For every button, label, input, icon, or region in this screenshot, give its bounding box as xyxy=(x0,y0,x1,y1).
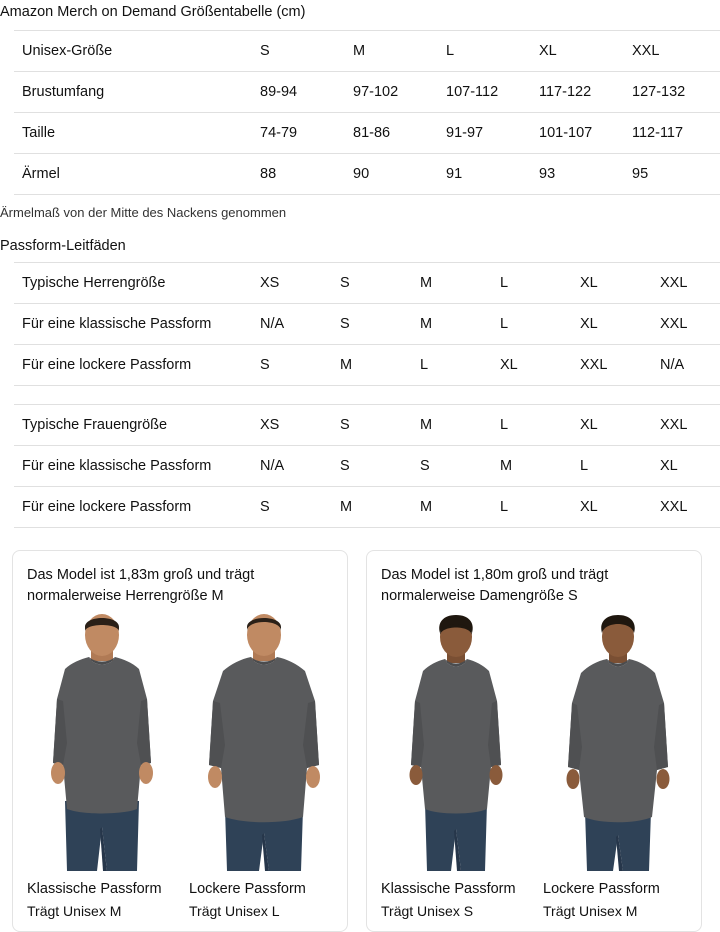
card-heading: Das Model ist 1,83m groß und trägt normalerweise Herrengröße M xyxy=(27,567,255,605)
cell: 93 xyxy=(539,154,632,195)
model-list xyxy=(381,613,687,919)
cell: S xyxy=(340,263,420,304)
cell: XS xyxy=(260,263,340,304)
cell: N/A xyxy=(260,446,340,487)
model-cards xyxy=(12,550,708,932)
row-label: Ärmel xyxy=(14,154,260,195)
cell: XXL xyxy=(660,304,720,345)
cell: 81-86 xyxy=(353,113,446,154)
cell: L xyxy=(446,31,539,72)
table-row xyxy=(14,263,720,304)
cell: S xyxy=(260,31,353,72)
cell: 97-102 xyxy=(353,72,446,113)
cell: 89-94 xyxy=(260,72,353,113)
sleeve-measurement-note: Ärmelmaß von der Mitte des Nackens genommen xyxy=(0,205,287,220)
cell: L xyxy=(500,405,580,446)
table-row xyxy=(14,304,720,345)
model-wears-label: Trägt Unisex M xyxy=(27,903,122,920)
cell: 91 xyxy=(446,154,539,195)
womens-model-card xyxy=(366,550,702,932)
cell: XL xyxy=(580,304,660,345)
row-label: Unisex-Größe xyxy=(14,31,260,72)
model-item xyxy=(543,613,693,919)
male-model-classic-fit-photo xyxy=(27,613,177,871)
cell: M xyxy=(420,263,500,304)
cell: M xyxy=(420,405,500,446)
cell: S xyxy=(340,304,420,345)
cell: 127-132 xyxy=(632,72,720,113)
cell: XXL xyxy=(660,487,720,528)
mens-fit-table xyxy=(14,262,720,386)
cell: XXL xyxy=(660,405,720,446)
model-wears-label: Trägt Unisex L xyxy=(189,903,280,920)
cell: XXL xyxy=(580,345,660,386)
mens-model-card xyxy=(12,550,348,932)
model-wears-label: Trägt Unisex S xyxy=(381,903,474,920)
female-model-relaxed-fit-photo xyxy=(543,613,693,871)
cell: 117-122 xyxy=(539,72,632,113)
model-item xyxy=(27,613,177,919)
cell: M xyxy=(420,487,500,528)
row-label: Typische Frauengröße xyxy=(14,405,260,446)
row-label: Für eine klassische Passform xyxy=(14,446,260,487)
cell: L xyxy=(500,487,580,528)
row-label: Für eine klassische Passform xyxy=(14,304,260,345)
cell: 112-117 xyxy=(632,113,720,154)
table-row xyxy=(14,345,720,386)
model-wears-label: Trägt Unisex M xyxy=(543,903,638,920)
cell: L xyxy=(580,446,660,487)
cell: M xyxy=(340,345,420,386)
row-label: Typische Herrengröße xyxy=(14,263,260,304)
cell: M xyxy=(353,31,446,72)
cell: M xyxy=(340,487,420,528)
cell: S xyxy=(340,405,420,446)
table-row xyxy=(14,154,720,195)
cell: L xyxy=(500,304,580,345)
table-row xyxy=(14,72,720,113)
table-row xyxy=(14,405,720,446)
model-fit-label: Lockere Passform xyxy=(189,881,306,898)
page-title: Amazon Merch on Demand Größentabelle (cm) xyxy=(0,4,306,20)
model-fit-label: Klassische Passform xyxy=(381,881,516,898)
cell: XL xyxy=(660,446,720,487)
cell: S xyxy=(260,345,340,386)
cell: XXL xyxy=(660,263,720,304)
row-label: Für eine lockere Passform xyxy=(14,345,260,386)
table-row xyxy=(14,31,720,72)
table-row xyxy=(14,113,720,154)
cell: M xyxy=(420,304,500,345)
cell: 101-107 xyxy=(539,113,632,154)
cell: XL xyxy=(539,31,632,72)
model-list xyxy=(27,613,333,919)
model-fit-label: Klassische Passform xyxy=(27,881,162,898)
model-fit-label: Lockere Passform xyxy=(543,881,660,898)
cell: 107-112 xyxy=(446,72,539,113)
table-row xyxy=(14,446,720,487)
cell: 90 xyxy=(353,154,446,195)
cell: S xyxy=(340,446,420,487)
cell: XL xyxy=(500,345,580,386)
model-item xyxy=(381,613,531,919)
cell: N/A xyxy=(260,304,340,345)
cell: L xyxy=(500,263,580,304)
cell: 88 xyxy=(260,154,353,195)
cell: XXL xyxy=(632,31,720,72)
model-item xyxy=(189,613,339,919)
cell: N/A xyxy=(660,345,720,386)
cell: S xyxy=(420,446,500,487)
row-label: Für eine lockere Passform xyxy=(14,487,260,528)
cell: XS xyxy=(260,405,340,446)
fit-guides-heading: Passform-Leitfäden xyxy=(0,238,126,254)
cell: XL xyxy=(580,263,660,304)
table-row xyxy=(14,487,720,528)
male-model-relaxed-fit-photo xyxy=(189,613,339,871)
row-label: Taille xyxy=(14,113,260,154)
unisex-size-table xyxy=(14,30,720,195)
card-heading: Das Model ist 1,80m groß und trägt normalerweise Damengröße S xyxy=(381,567,609,605)
row-label: Brustumfang xyxy=(14,72,260,113)
womens-fit-table xyxy=(14,404,720,528)
female-model-classic-fit-photo xyxy=(381,613,531,871)
cell: M xyxy=(500,446,580,487)
cell: L xyxy=(420,345,500,386)
cell: 74-79 xyxy=(260,113,353,154)
cell: 95 xyxy=(632,154,720,195)
cell: S xyxy=(260,487,340,528)
cell: XL xyxy=(580,487,660,528)
cell: XL xyxy=(580,405,660,446)
cell: 91-97 xyxy=(446,113,539,154)
